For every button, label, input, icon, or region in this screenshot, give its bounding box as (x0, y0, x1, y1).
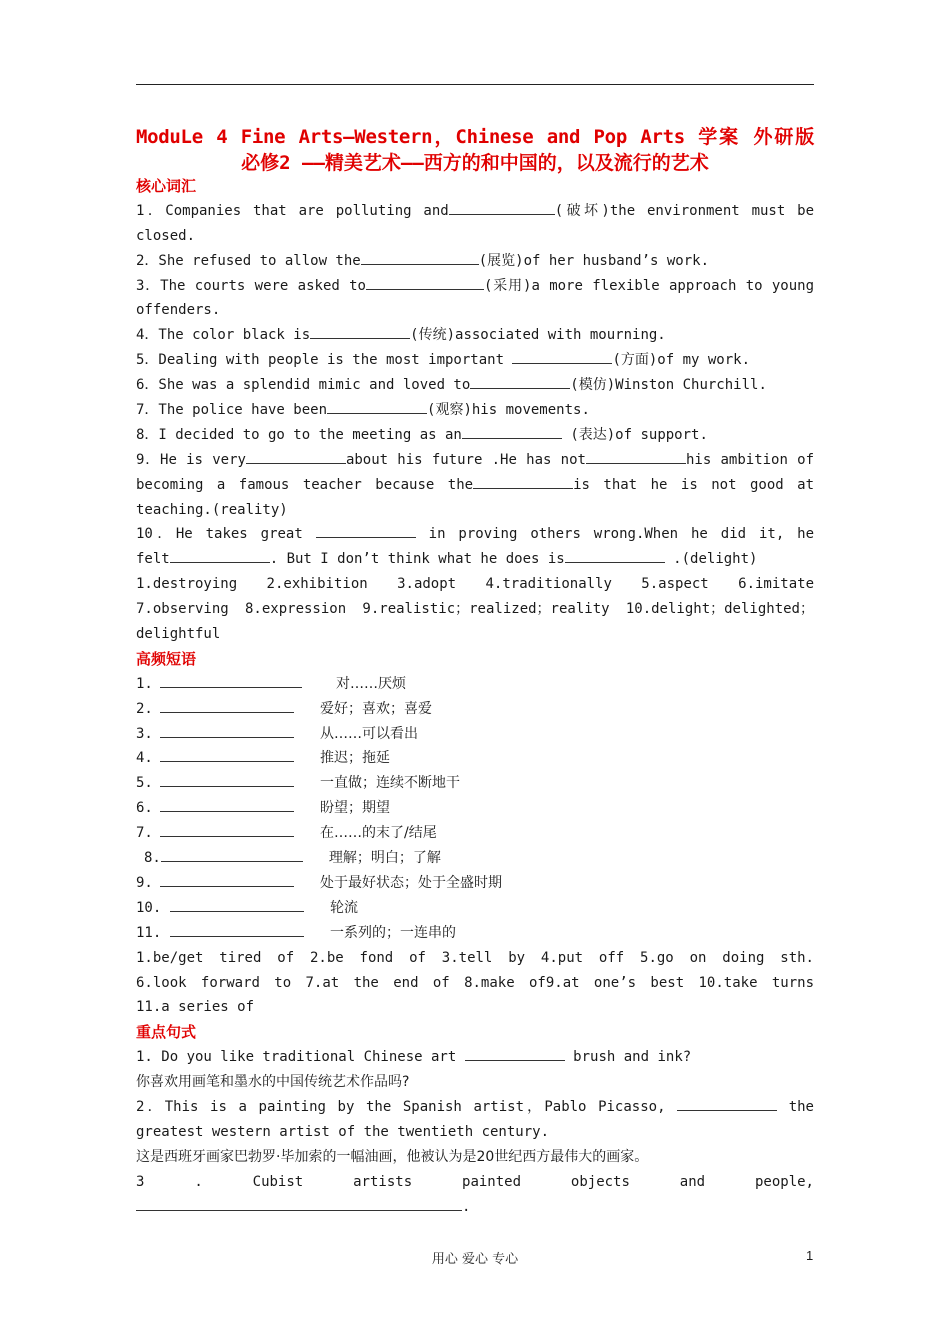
vocab-answers-1: 1.destroying 2.exhibition 3.adopt 4.traditionally 5.aspect 6.imitate (136, 576, 814, 593)
answer-blank[interactable] (160, 822, 294, 837)
phrase-answers-3: 11.a series of (136, 999, 255, 1016)
vocab-q3-cont: offenders. (136, 302, 221, 319)
phrase-item: 8. 理解；明白；了解 (136, 846, 814, 871)
answer-blank[interactable] (161, 847, 303, 862)
vocab-q1-cont: closed. (136, 227, 196, 244)
answer-blank[interactable] (136, 1196, 462, 1211)
sentence-2-translation: 这是西班牙画家巴勃罗·毕加索的一幅油画，他被认为是20世纪西方最伟大的画家。 (136, 1148, 649, 1165)
section-heading-phrases: 高频短语 (136, 649, 197, 668)
worksheet-body (136, 174, 814, 1219)
answer-blank[interactable] (465, 1046, 565, 1061)
section-heading-sentences: 重点句式 (136, 1023, 197, 1042)
vocab-q5: 5．Dealing with people is the most important (方面)of my work. (136, 348, 814, 373)
answer-blank[interactable] (310, 324, 410, 339)
answer-blank[interactable] (316, 523, 416, 538)
answer-blank[interactable] (160, 747, 294, 762)
answer-blank[interactable] (512, 349, 612, 364)
phrase-item: 2. 爱好；喜欢；喜爱 (136, 697, 814, 722)
sentence-2: 2．This is a painting by the Spanish artist，Pablo Picasso, the (136, 1095, 814, 1120)
vocab-q9: 9．He is very about his future .He has not his ambition of (136, 448, 814, 473)
vocab-q3: 3．The courts were asked to (采用)a more flexible approach to young (136, 274, 814, 299)
vocab-q8: 8．I decided to go to the meeting as an (表达)of support. (136, 423, 814, 448)
answer-blank[interactable] (160, 797, 294, 812)
phrase-item: 11. 一系列的；一连串的 (136, 921, 814, 946)
answer-blank[interactable] (170, 548, 270, 563)
page-number: 1 (806, 1248, 814, 1263)
answer-blank[interactable] (160, 673, 302, 688)
answer-blank[interactable] (327, 399, 427, 414)
answer-blank[interactable] (586, 449, 686, 464)
title-line-2: 必修2 ——精美艺术——西方的和中国的，以及流行的艺术 (241, 152, 709, 174)
vocab-q10-cont: felt . But I don’t think what he does is .(delight) (136, 547, 814, 572)
phrase-item: 5. 一直做；连续不断地干 (136, 771, 814, 796)
section-heading-vocab: 核心词汇 (136, 177, 197, 195)
vocab-q6: 6．She was a splendid mimic and loved to (模仿)Winston Churchill. (136, 373, 814, 398)
footer-motto: 用心 爱心 专心 (431, 1252, 519, 1267)
vocab-answers-2: 7.observing 8.expression 9.realistic；realized；reality 10.delight；delighted； (136, 601, 814, 618)
phrase-item: 4. 推迟；拖延 (136, 746, 814, 771)
phrase-item: 3. 从……可以看出 (136, 722, 814, 747)
vocab-q10: 10．He takes great in proving others wrong.When he did it, he (136, 522, 814, 547)
phrase-item: 9. 处于最好状态；处于全盛时期 (136, 871, 814, 896)
vocab-q9-cont2: teaching.(reality) (136, 501, 288, 518)
answer-blank[interactable] (160, 723, 294, 738)
answer-blank[interactable] (366, 275, 484, 290)
header-rule (136, 84, 814, 85)
answer-blank[interactable] (160, 698, 294, 713)
answer-blank[interactable] (170, 897, 304, 912)
phrase-item: 6. 盼望；期望 (136, 796, 814, 821)
phrase-item: 10. 轮流 (136, 896, 814, 921)
answer-blank[interactable] (473, 474, 573, 489)
sentence-3-cont: . (136, 1195, 814, 1220)
answer-blank[interactable] (449, 200, 555, 215)
answer-blank[interactable] (246, 449, 346, 464)
sentence-3: 3 . Cubist artists painted objects and people, (136, 1173, 814, 1190)
phrase-answers-2: 6.look forward to 7.at the end of 8.make of9.at one’s best 10.take turns (136, 974, 814, 991)
answer-blank[interactable] (462, 424, 562, 439)
title-line-1: ModuLe 4 Fine Arts—Western，Chinese and Pop Arts 学案 外研版 (136, 126, 814, 148)
vocab-q7: 7．The police have been (观察)his movements. (136, 398, 814, 423)
sentence-1-translation: 你喜欢用画笔和墨水的中国传统艺术作品吗? (136, 1074, 410, 1091)
answer-blank[interactable] (361, 250, 479, 265)
phrase-answers-1: 1.be/get tired of 2.be fond of 3.tell by 4.put off 5.go on doing sth. (136, 949, 814, 966)
sentence-2-cont: greatest western artist of the twentieth century. (136, 1123, 550, 1140)
answer-blank[interactable] (170, 922, 304, 937)
answer-blank[interactable] (677, 1096, 777, 1111)
phrase-item: 1. 对……厌烦 (136, 672, 814, 697)
answer-blank[interactable] (470, 374, 570, 389)
phrase-item: 7. 在……的末了/结尾 (136, 821, 814, 846)
vocab-q4: 4．The color black is (传统)associated with mourning. (136, 323, 814, 348)
answer-blank[interactable] (160, 872, 294, 887)
vocab-q2: 2．She refused to allow the (展览)of her husband’s work. (136, 249, 814, 274)
sentence-1: 1. Do you like traditional Chinese art brush and ink? (136, 1045, 814, 1070)
page-title (136, 124, 814, 176)
vocab-q9-cont: becoming a famous teacher because the is that he is not good at (136, 473, 814, 498)
answer-blank[interactable] (160, 772, 294, 787)
vocab-answers-3: delightful (136, 626, 221, 643)
answer-blank[interactable] (565, 548, 665, 563)
vocab-q1: 1．Companies that are polluting and (破坏)the environment must be (136, 199, 814, 224)
